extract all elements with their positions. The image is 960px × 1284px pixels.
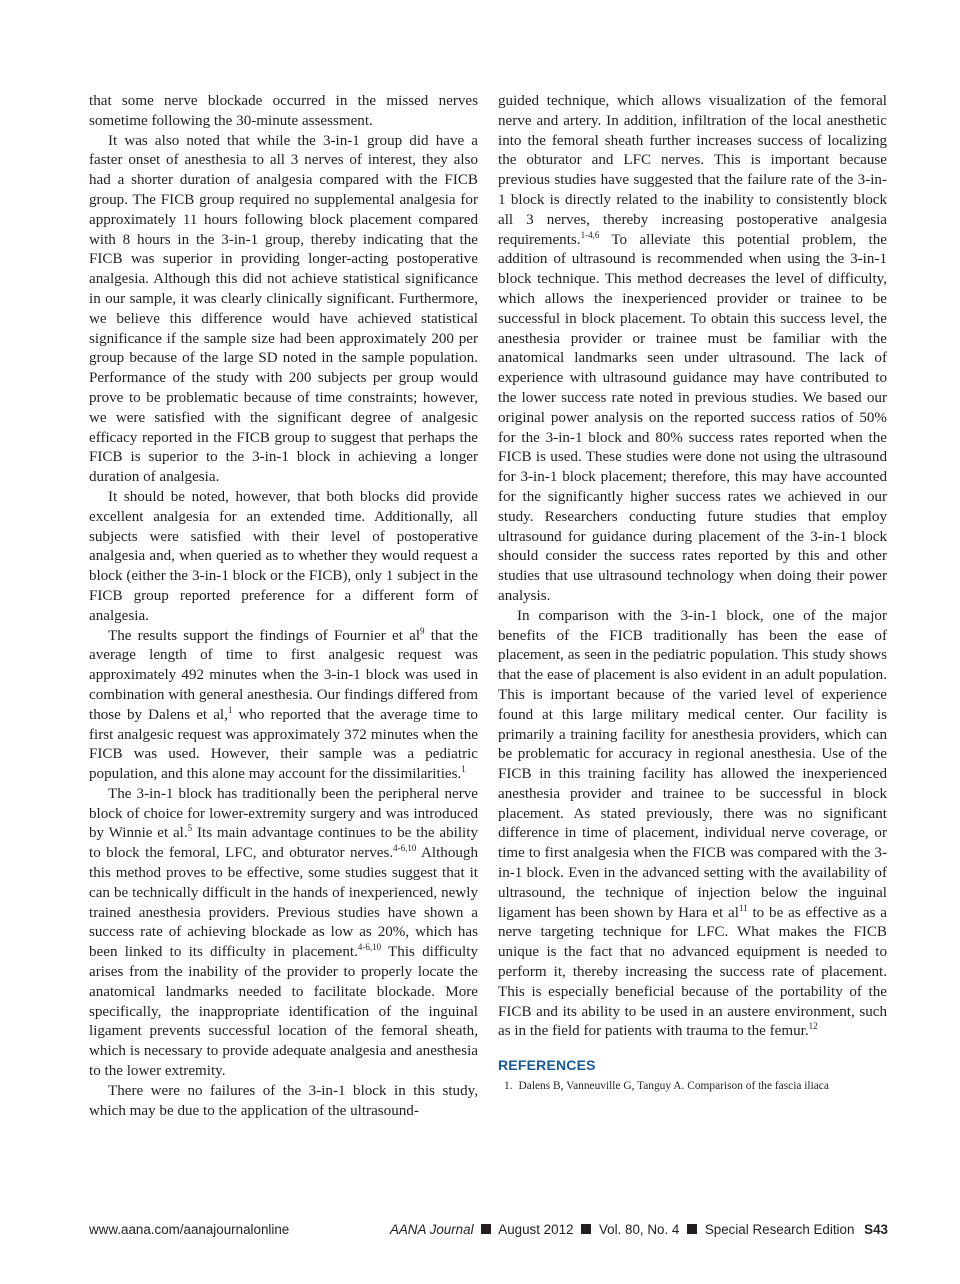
edition-name: Special Research Edition [704,1222,855,1237]
reference-item [498,1079,887,1094]
square-bullet-icon [581,1224,591,1234]
citation-superscript: 12 [808,1021,818,1032]
left-column [89,92,478,1121]
body-paragraph: It was also noted that while the 3-in-1 group did have a faster onset of anesthesia to all 3 nerves of interest, they also had a shorter duration of analgesia compared with the FICB group. The FICB group required no supplemental analgesia for approximately 11 hours following block placement compared with 8 hours in the 3-in-1 group, thereby indicating that the FICB was superior in providing longer-acting postoperative analgesia. Although this did not achieve statistical significance in our sample, it was clearly clinically significant. Furthermore, we believe this difference would have achieved statistical significance if the sample size had been approximately 200 per group because of the large SD noted in the sample population. Performance of the study with 200 subjects per group would prove to be problematic because of time constraints; however, we were satisfied with the significant degree of analgesic efficacy reported in the FICB group to suggest that perhaps the FICB is superior to the 3-in-1 block in achieving a longer duration of analgesia. [89,132,478,486]
body-paragraph: There were no failures of the 3-in-1 block in this study, which may be due to the application of the ultrasound- [89,1082,478,1119]
journal-name: AANA Journal [389,1222,474,1237]
journal-info [390,1222,888,1237]
citation-superscript: 4-6,10 [357,942,382,953]
body-paragraph: The 3-in-1 block has traditionally been the peripheral nerve block of choice for lower-extremity surgery and was introduced by Winnie et al.$^5$ Its main advantage continues to be the ability to block the femoral, LFC, and obturator nerves.$^{4-6,10}$ Although this method proves to be effective, some studies suggest that it can be technically difficult in the hands of inexperienced, newly trained anesthesia providers. Previous studies have shown a success rate of achieving blockade as low as 20%, which has been linked to its difficulty in placement.$^{4-6,10}$ This difficulty arises from the inability of the provider to properly locate the anatomical landmarks needed to facilitate blockade. More specifically, the inappropriate identification of the inguinal ligament prevents successful location of the femoral sheath, which is necessary to provide adequate analgesia and anesthesia to the lower extremity. [89,785,479,1080]
citation-superscript: 9 [420,625,425,636]
citation-superscript: 1 [227,704,233,715]
reference-number: 1. [504,1080,513,1093]
references-list [498,1079,887,1094]
citation-superscript: 11 [738,902,748,913]
square-bullet-icon [481,1224,491,1234]
page-number: S43 [864,1222,888,1237]
right-column [498,92,887,1094]
body-paragraph: In comparison with the 3-in-1 block, one of the major benefits of the FICB traditionally has been the ease of placement, as seen in the pediatric population. This study shows that the ease of placement is also evident in an adult population. This is important because of the varied level of experience found at this large military medical center. Our facility is primarily a training facility for anesthesia providers, which can be problematic for accuracy in regional anesthesia. Use of the FICB in this training facility has allowed the inexperienced anesthesia provider and trainee to be successful in block placement. As stated previously, there was no significant difference in time of placement, individual nerve coverage, or time to first analgesia when the FICB was compared with the 3-in-1 block. Even in the advanced setting with the availability of ultrasound, the technique of injection below the inguinal ligament has been shown by Hara et $al^{11}$ to be as effective as a nerve targeting technique for LFC. What makes the FICB unique is the fact that no advanced equipment is needed to perform it, thereby increasing the success rate of placement. This is especially beneficial because of the portability of the FICB and its ability to be used in an austere environment, such as in the field for patients with trauma to the femur.$^{12}$ [498,607,887,1040]
right-column-body [498,92,887,1042]
journal-url-link[interactable]: www.aana.com/aanajournalonline [89,1222,290,1237]
citation-superscript: 1 [461,764,466,775]
body-paragraph: guided technique, which allows visualization of the femoral nerve and artery. In addition, infiltration of the local anesthetic into the femoral sheath further increases success of localizing the obturator and LFC nerves. This is important because previous studies have suggested that the failure rate of the 3-in-1 block is directly related to the inability to consistently block all 3 nerves, thereby increasing postoperative analgesia requirements.$^{1-4,6}$ To alleviate this potential problem, the addition of ultrasound is recommended when using the 3-in-1 block technique. This method decreases the level of difficulty, which allows the inexperienced provider or trainee to be successful in block placement. To obtain this success level, the anesthesia provider or trainee must be familiar with the anatomical landmarks seen under ultrasound. The lack of experience with ultrasound guidance may have contributed to the lower success rate noted in previous studies. We based our original power analysis on the reported success ratios of 50% for the 3-in-1 block and 80% success rates reported when the FICB is used. These studies were done not using the ultrasound for 3-in-1 block placement; therefore, this may have accounted for the significantly higher success rates we achieved in our study. Researchers conducting future studies that employ ultrasound for guidance during placement of the 3-in-1 block should consider the success rates reported by this and other studies that use ultrasound technology when doing their power analysis. [498,93,887,604]
references-heading: REFERENCES [498,1057,596,1074]
citation-superscript: 5 [187,823,193,834]
body-paragraph: The results support the findings of Fournier et $al^9$ that the average length of time to first analgesic request was approximately 492 minutes when the 3-in-1 block was used in combination with general anesthesia. Our findings differed from those by Dalens et al,$^1$ who reported that the average time to first analgesic request was approximately 372 minutes when the FICB was used. However, their sample was a pediatric population, and this alone may account for the dissimilarities.$^1$ [89,625,478,783]
citation-superscript: 4-6,10 [393,843,417,854]
reference-text: Dalens B, Vanneuville G, Tanguy A. Comparison of the fascia iliaca [518,1080,829,1093]
square-bullet-icon [687,1224,697,1234]
body-paragraph: It should be noted, however, that both blocks did provide excellent analgesia for an extended time. Additionally, all subjects were satisfied with their level of postoperative analgesia and, when queried as to whether they would request a block (either the 3-in-1 block or the FICB), only 1 subject in the FICB group reported preference for a different form of analgesia. [89,488,478,624]
page-footer [89,1222,888,1242]
issue-date: August 2012 [498,1222,574,1237]
volume-number: Vol. 80, No. 4 [598,1222,680,1237]
citation-superscript: 1-4,6 [580,229,600,240]
body-paragraph: that some nerve blockade occurred in the missed nerves sometime following the 30-minute assessment. [89,93,478,129]
